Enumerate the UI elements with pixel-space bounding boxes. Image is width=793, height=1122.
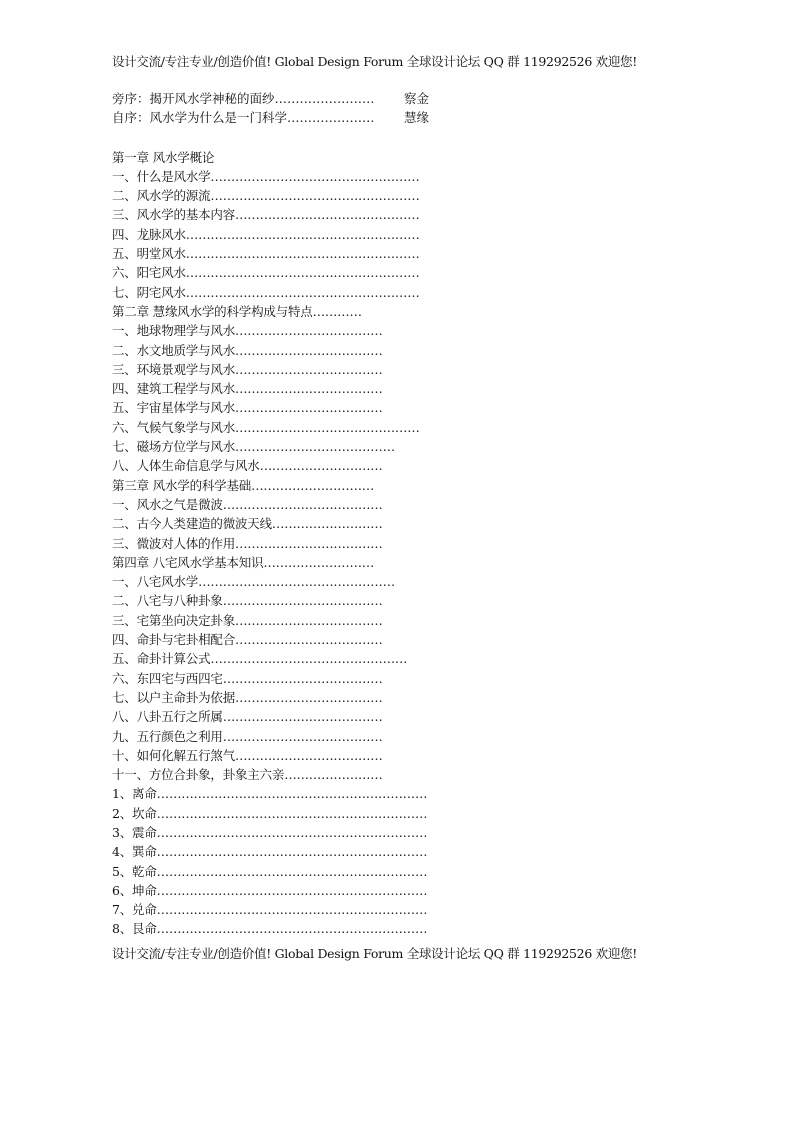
toc-entry: 一、风水之气是微波………………………………… [112,496,383,512]
page-footer: 设计交流/专注专业/创造价值! Global Design Forum 全球设计论坛 QQ 群 119292526 欢迎您! [112,945,637,961]
toc-entry: 二、八宅与八种卦象………………………………… [112,593,383,609]
toc-entry: 8、艮命………………………………………………………… [112,921,428,937]
toc-entry: 七、磁场方位学与风水………………………………… [112,439,395,455]
toc-entry: 四、建筑工程学与风水……………………………… [112,381,383,397]
toc-entry: 一、什么是风水学…………………………………………… [112,168,420,184]
toc-entry: 六、阳宅风水………………………………………………… [112,265,420,281]
preface-entry [112,108,752,127]
toc-entry: 5、乾命………………………………………………………… [112,863,428,879]
toc-entry: 七、以户主命卦为依据……………………………… [112,689,383,705]
toc-entry: 三、微波对人体的作用……………………………… [112,535,383,551]
toc-entry: 1、离命………………………………………………………… [112,786,428,802]
toc-entry: 三、宅第坐向决定卦象……………………………… [112,612,383,628]
preface-title: 旁序：揭开风水学神秘的面纱…………………… [112,91,375,106]
preface-author: 察金 [404,91,430,106]
toc-entry: 第四章 八宅风水学基本知识……………………… [112,554,375,570]
toc-entry: 三、环境景观学与风水……………………………… [112,361,383,377]
toc-entry: 六、东四宅与西四宅………………………………… [112,670,383,686]
toc-entry: 第二章 慧缘风水学的科学构成与特点………… [112,303,362,319]
toc-entry: 7、兑命………………………………………………………… [112,902,428,918]
toc-entry: 一、地球物理学与风水……………………………… [112,323,383,339]
table-of-contents [112,148,752,939]
toc-entry: 九、五行颜色之利用………………………………… [112,728,383,744]
toc-entry: 十、如何化解五行煞气……………………………… [112,747,383,763]
toc-entry: 八、人体生命信息学与风水………………………… [112,458,383,474]
toc-entry: 二、风水学的源流…………………………………………… [112,188,420,204]
preface-author: 慧缘 [404,110,430,126]
toc-entry: 十一、方位合卦象，卦象主六亲…………………… [112,767,383,783]
preface-title: 自序：风水学为什么是一门科学………………… [112,110,375,126]
toc-entry: 4、巽命………………………………………………………… [112,844,428,860]
toc-entry: 六、气候气象学与风水……………………………………… [112,419,420,435]
toc-entry: 四、龙脉风水………………………………………………… [112,226,420,242]
toc-entry: 八、八卦五行之所属………………………………… [112,709,383,725]
toc-entry: 七、阴宅风水………………………………………………… [112,284,420,300]
toc-entry: 2、坎命………………………………………………………… [112,805,428,821]
toc-entry: 一、八宅风水学………………………………………… [112,574,395,590]
spacer [112,128,752,148]
preface-entry [112,89,752,108]
toc-entry: 五、命卦计算公式………………………………………… [112,651,408,667]
toc-entry: 五、明堂风水………………………………………………… [112,246,420,262]
toc-entry: 二、水文地质学与风水……………………………… [112,342,383,358]
toc-entry: 四、命卦与宅卦相配合……………………………… [112,632,383,648]
toc-entry: 3、震命………………………………………………………… [112,824,428,840]
toc-entry: 二、古今人类建造的微波天线……………………… [112,516,383,532]
toc-entry: 五、宇宙星体学与风水……………………………… [112,400,383,416]
document-page [112,52,752,963]
toc-entry: 三、风水学的基本内容……………………………………… [112,207,420,223]
toc-entry: 第一章 风水学概论 [112,149,215,165]
toc-entry: 第三章 风水学的科学基础………………………… [112,477,375,493]
preface-list [112,89,752,128]
page-header: 设计交流/专注专业/创造价值! Global Design Forum 全球设计论坛 QQ 群 119292526 欢迎您! [112,54,637,69]
toc-entry: 6、坤命………………………………………………………… [112,882,428,898]
